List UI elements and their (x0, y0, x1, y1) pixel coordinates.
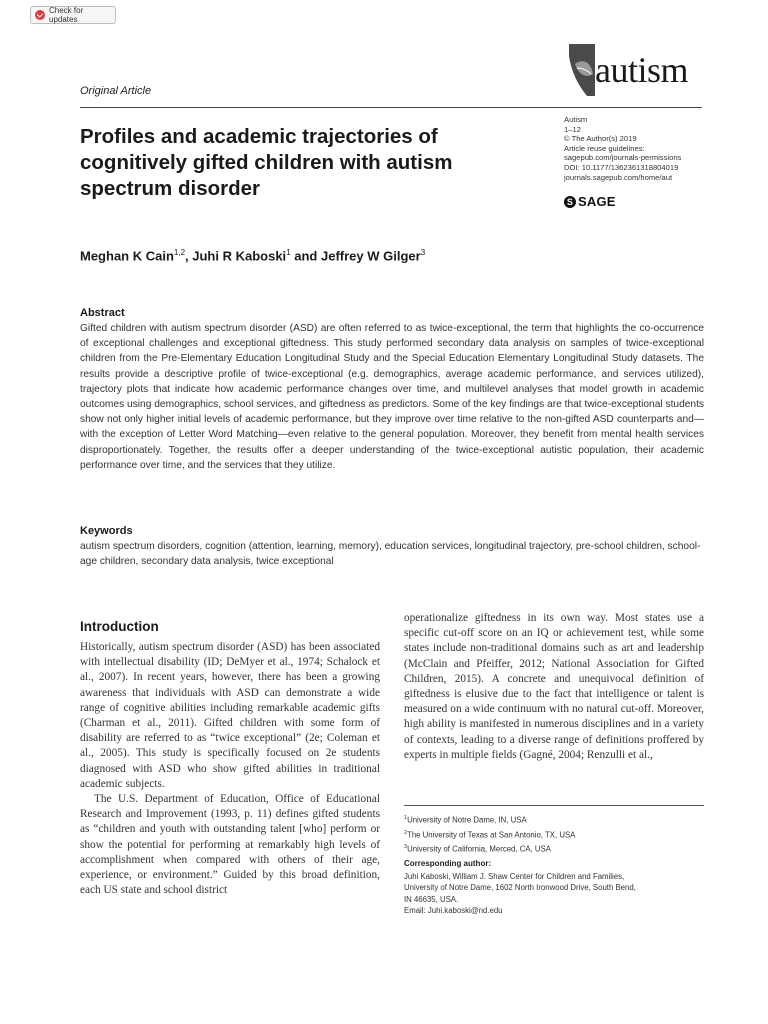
author-separator: , (185, 248, 193, 264)
footnote-rule (404, 805, 704, 806)
body-paragraph: operationalize giftedness in its own way. Most states use a specific cut-off score on an IQ or achievement test, while some states include non-traditional domains such as art and leadership (McClain and Pfeiffer, 2012; National Association for Gifted Children, 2015). A concrete and unequivocal definition of giftedness is elusive due to the fact that intelligence or talent is measured on a wide continuum with no natural cut-off. Moreover, high ability is manifested in numerous disciplines and in a variety of contexts, leading to a diverse range of definitions proffered by experts in multiple fields (Gagné, 2004; Renzulli et al., (404, 612, 704, 761)
meta-copyright: © The Author(s) 2019 (564, 134, 637, 144)
author-affiliation: 1,2 (173, 248, 186, 257)
affiliations (404, 812, 704, 856)
affiliation-item: $^3$University of California, Merced, CA, USA (404, 844, 551, 854)
meta-journal: Autism (564, 115, 588, 124)
body-paragraph: The U.S. Department of Education, Office of Educational Research and Improvement (1993, p. 11) defines gifted students as “children and youth with outstanding talent [who] perform or show the potential for performing at remarkably high levels of accomplishment when compared with others of their age, experience, or environment.” Guided by this broad definition, each US state and school district (80, 793, 380, 897)
affiliation-item: $^1$University of Notre Dame, IN, USA (404, 815, 527, 825)
affiliation-item: $^2$The University of Texas at San Antonio, TX, USA (404, 829, 576, 840)
body-column-left (80, 640, 380, 898)
publisher-logo (564, 194, 616, 209)
meta-permissions-link[interactable]: sagepub.com/journals-permissions (564, 153, 682, 163)
author-affiliation: 1 (286, 248, 291, 257)
meta-homepage-link[interactable]: journals.sagepub.com/home/aut (564, 172, 673, 182)
corresponding-author-heading: Corresponding author: (404, 859, 492, 868)
journal-name: autism (595, 50, 688, 90)
article-title: Profiles and academic trajectories of cognitively gifted children with autism spectrum disorder (80, 125, 453, 200)
journal-logo (565, 44, 705, 96)
check-for-updates-label: Check for updates (49, 6, 84, 24)
author-name[interactable]: Jeffrey W Gilger (320, 248, 421, 264)
body-paragraph: Historically, autism spectrum disorder (ASD) has been associated with intellectual disability (ID; DeMyer et al., 1974; Schalock et al., 2007). In recent years, however, there has been a growing awareness that individuals with ASD can demonstrate a wide range of cognitive abilities including remarkable academic gifts (Charman et al., 2011). Gifted children with some form of disability are referred to as “twice exceptional” (2e; Coleman et al., 2005). This study is specifically focused on 2e students diagnosed with ASD who show gifted abilities in traditional academic subjects. (80, 641, 380, 790)
header-rule (80, 107, 702, 108)
corresponding-email-link[interactable]: Email: Juhi.kaboski@nd.edu (404, 906, 503, 916)
meta-reuse: Article reuse guidelines: (564, 143, 645, 153)
introduction-heading: Introduction (80, 619, 159, 634)
corresponding-author-details (404, 871, 704, 917)
keywords-heading: Keywords (80, 525, 133, 537)
keywords-text: autism spectrum disorders, cognition (attention, learning, memory), education services, longitudinal trajectory, pre-school children, school-age children, secondary data analysis, twice exceptional (80, 541, 701, 568)
author-separator: and (290, 248, 321, 264)
author-list (80, 248, 425, 263)
check-for-updates-button[interactable] (30, 6, 116, 24)
meta-pages: 1–12 (564, 124, 581, 134)
corresponding-line: Juhi Kaboski, William J. Shaw Center for Children and Families, (404, 872, 625, 881)
corresponding-line: University of Notre Dame, 1602 North Ironwood Drive, South Bend, (404, 883, 636, 893)
article-type-label: Original Article (80, 85, 152, 97)
corresponding-line: IN 46635, USA. (404, 894, 459, 904)
author-name[interactable]: Meghan K Cain (80, 248, 174, 264)
body-column-right (404, 611, 704, 763)
author-affiliation: 3 (420, 248, 426, 257)
checkmark-icon (35, 10, 45, 20)
journal-leaf-icon (565, 44, 595, 96)
abstract-heading: Abstract (80, 307, 125, 319)
author-name[interactable]: Juhi R Kaboski (192, 248, 287, 264)
sage-icon: S (564, 196, 576, 208)
publisher-name: SAGE (578, 194, 616, 209)
journal-meta (564, 115, 714, 182)
meta-doi[interactable]: DOI: 10.1177/1362361318804019 (564, 162, 679, 172)
abstract-text: Gifted children with autism spectrum disorder (ASD) are often referred to as twice-exceptional, the term that highlights the co-occurrence of exceptional challenges and exceptional giftedness. This study performed secondary data analysis on samples of twice-exceptional children from the Pre-Elementary Education Longitudinal Study and the Special Education Elementary Longitudinal Study datasets. The results provide a descriptive profile of twice-exceptional (e.g. demographics, average academic performance, and services utilized), trajectory plots that indicate how academic performance changes over time, and multilevel analyses that model growth in academic outcomes using demographics, school services, and giftedness as predictors. Some of the key findings are that twice-exceptional students show not only higher initial levels of academic performance, but they improve over time relative to the non-gifted ASD counterparts and—with the exception of Letter Word Matching—even relative to the general population. Moreover, they benefit from mental health services disproportionately. Together, the results offer a deeper understanding of the twice-exceptional autistic population, their academic performance over time, and the services that they utilize. (80, 323, 704, 471)
